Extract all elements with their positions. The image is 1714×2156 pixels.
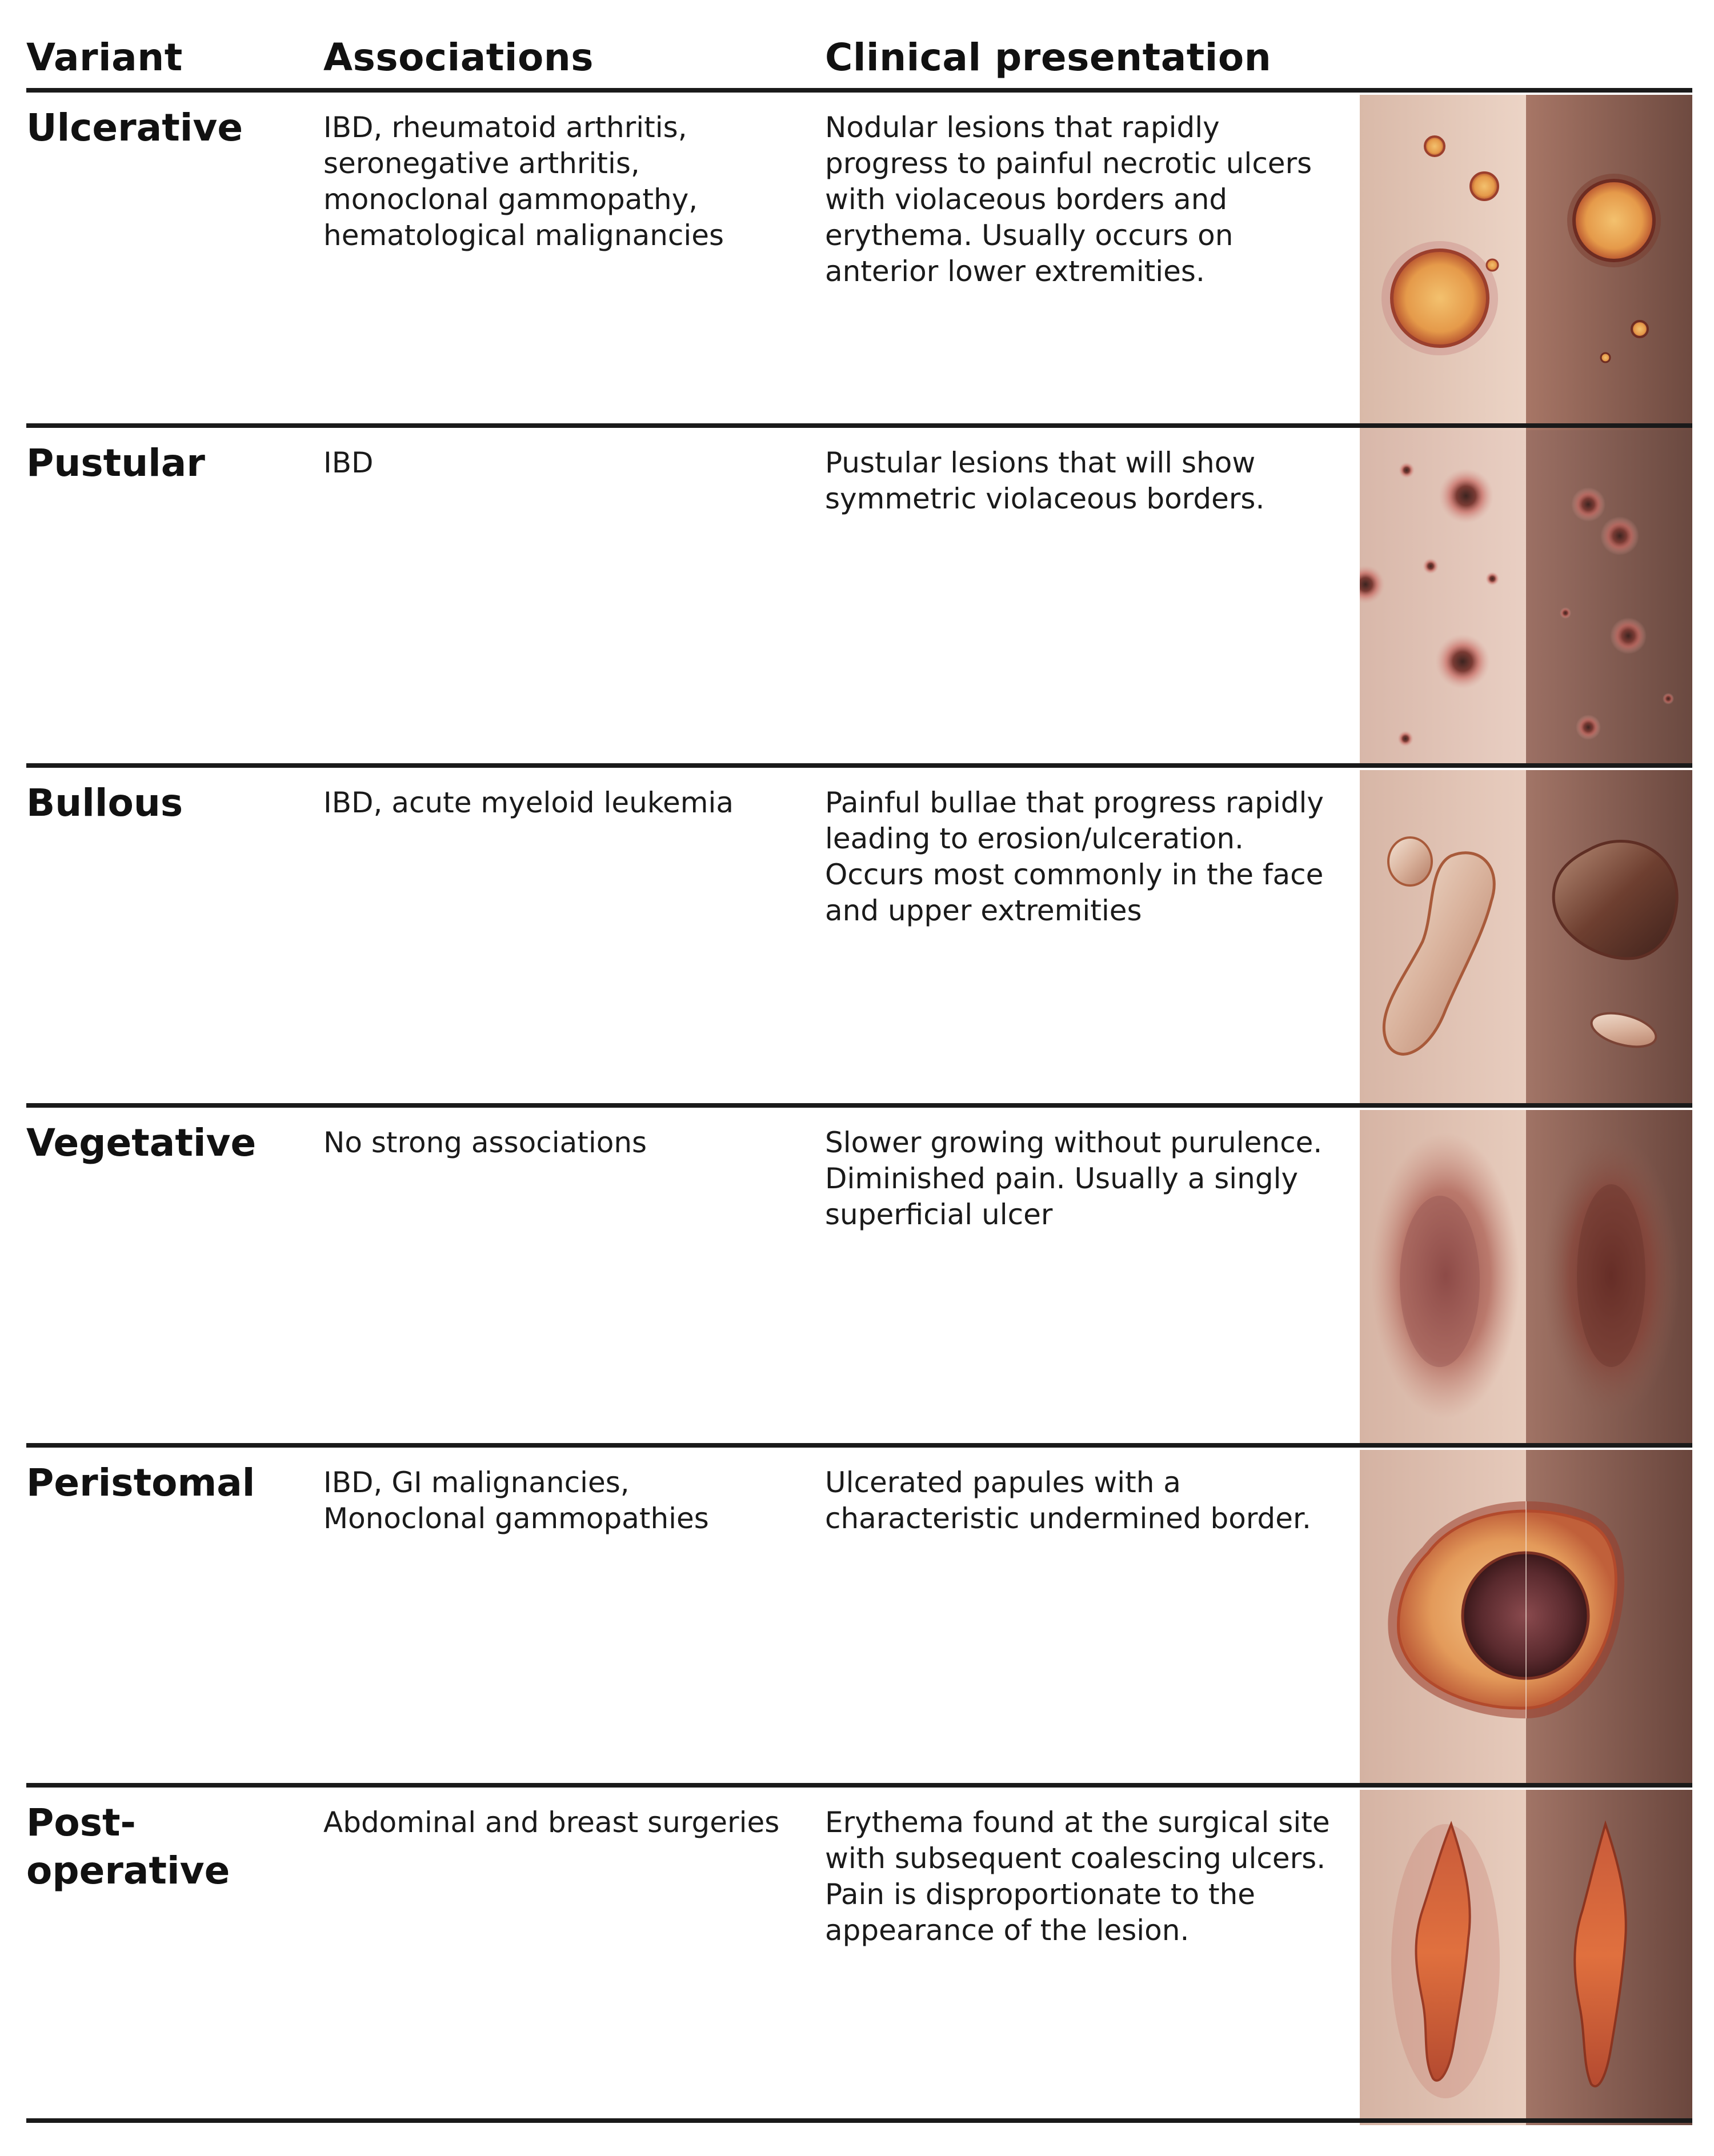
table-row [0,1108,1714,1448]
variant-name: Peristomal [26,1461,255,1505]
associations-text: Abdominal and breast surgeries [323,1806,780,1839]
variant-name: Vegetative [26,1121,257,1165]
peristomal-illustration [1360,1450,1692,1785]
clinical-text: Nodular lesions that rapidly progress to painful necrotic ulcers with violaceous borders and erythema. Usually occurs on anterior lower extremities. [825,111,1312,288]
row-divider [26,763,1692,768]
header-rule [26,88,1692,93]
bottom-rule [26,2118,1692,2123]
variant-name: Pustular [26,441,205,485]
associations-text: IBD, acute myeloid leukemia [323,786,734,819]
clinical-text: Pustular lesions that will show symmetric violaceous borders. [825,446,1265,515]
table-row [0,768,1714,1108]
clinical-text: Painful bullae that progress rapidly leading to erosion/ulceration. Occurs most commonly in the face and upper extremities [825,786,1324,927]
header-associations: Associations [323,35,594,79]
ulcerative-illustration [1360,95,1692,430]
row-divider [26,1443,1692,1448]
associations-text: IBD, rheumatoid arthritis, seronegative arthritis, monoclonal gammopathy, hematological malignancies [323,111,724,252]
bullous-illustration [1360,770,1692,1105]
variant-name: Post-operative [26,1801,230,1893]
header-clinical-presentation: Clinical presentation [825,35,1272,79]
header-variant: Variant [26,35,183,79]
table-row [0,428,1714,768]
row-divider [26,1103,1692,1108]
clinical-text: Ulcerated papules with a characteristic undermined border. [825,1466,1311,1535]
associations-text: IBD [323,446,374,479]
variant-name: Bullous [26,781,183,825]
row-divider [26,423,1692,428]
table-row [0,1448,1714,1788]
associations-text: IBD, GI malignancies, Monoclonal gammopathies [323,1466,709,1535]
table-row [0,93,1714,432]
post-operative-illustration [1360,1790,1692,2125]
clinical-text: Erythema found at the surgical site with subsequent coalescing ulcers. Pain is disproportionate to the appearance of the lesion. [825,1806,1330,1947]
clinical-text: Slower growing without purulence. Diminished pain. Usually a singly superficial ulcer [825,1126,1323,1231]
table-row [0,1788,1714,2127]
variant-name: Ulcerative [26,106,243,150]
associations-text: No strong associations [323,1126,647,1159]
pustular-illustration [1360,430,1692,766]
vegetative-illustration [1360,1110,1692,1445]
row-divider [26,1783,1692,1788]
